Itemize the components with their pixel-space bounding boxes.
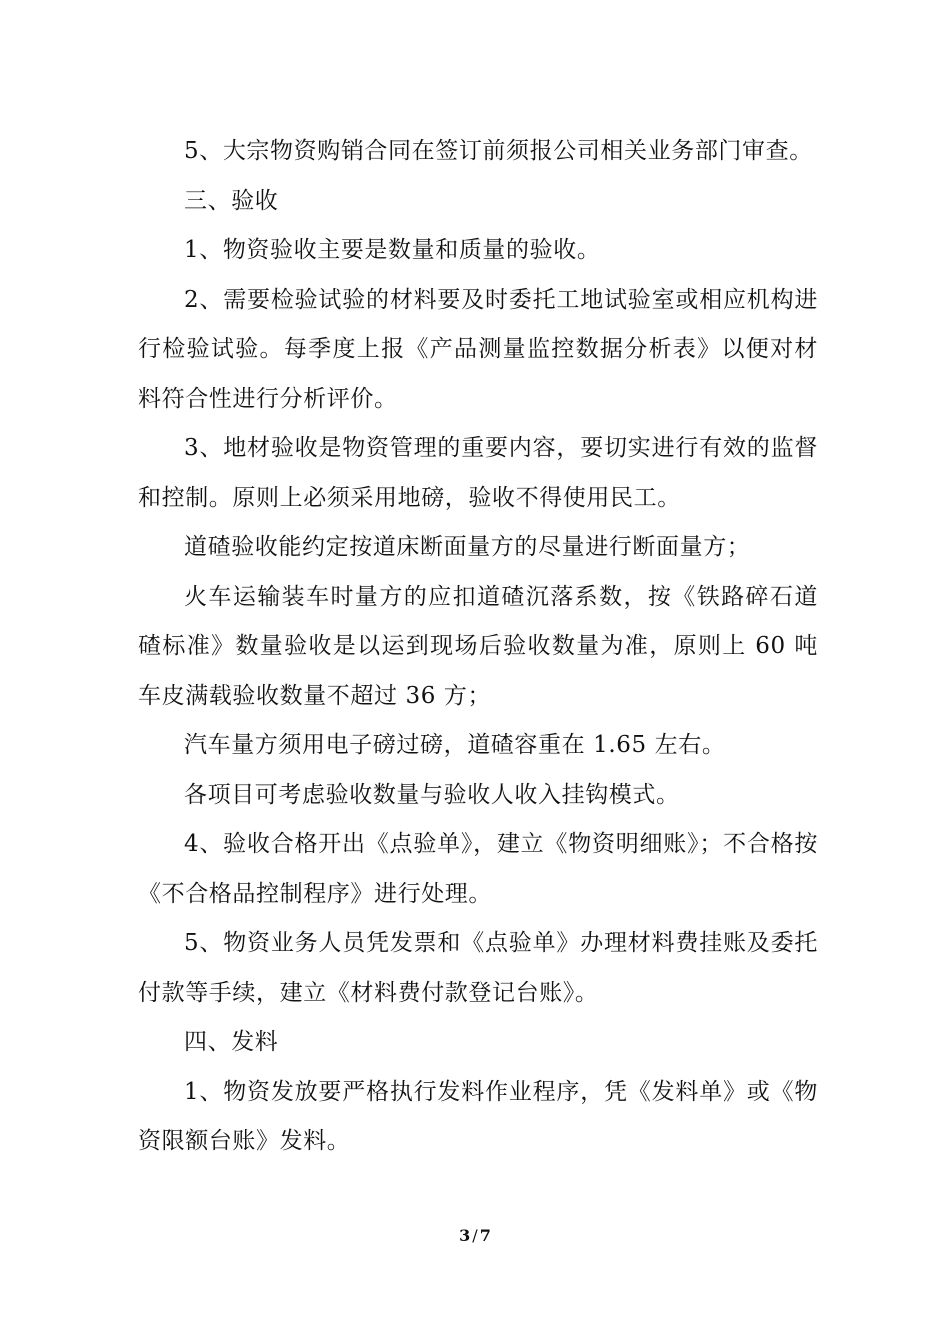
paragraph-contract-review: 5、大宗物资购销合同在签订前须报公司相关业务部门审查。 <box>184 138 813 164</box>
paragraph-issuing-procedure: 1、物资发放要严格执行发料作业程序，凭《发料单》或《物资限额台账》发料。 <box>138 1078 818 1154</box>
paragraph-inspection-slip: 4、验收合格开出《点验单》，建立《物资明细账》；不合格按《不合格品控制程序》进行处理。 <box>138 831 818 907</box>
paragraph-acceptance-scope: 1、物资验收主要是数量和质量的验收。 <box>184 237 601 263</box>
document-body <box>138 127 818 1167</box>
paragraph-local-material: 3、地材验收是物资管理的重要内容，要切实进行有效的监督和控制。原则上必须采用地磅，验收不得使用民工。 <box>138 435 818 511</box>
paragraph-truck-weighing: 汽车量方须用电子磅过磅，道碴容重在 1.65 左右。 <box>184 732 726 758</box>
paragraph-payment-procedure: 5、物资业务人员凭发票和《点验单》办理材料费挂账及委托付款等手续，建立《材料费付款登记台账》。 <box>138 930 818 1006</box>
section-heading-acceptance: 三、验收 <box>184 187 279 214</box>
paragraph-income-link: 各项目可考虑验收数量与验收人收入挂钩模式。 <box>184 781 680 808</box>
paragraph-inspection-testing: 2、需要检验试验的材料要及时委托工地试验室或相应机构进行检验试验。每季度上报《产品测量监控数据分析表》以便对材料符合性进行分析评价。 <box>138 286 818 412</box>
section-heading-issuing: 四、发料 <box>184 1029 279 1055</box>
page-number-current: 3 <box>459 1226 471 1245</box>
page-number-separator: / <box>472 1226 478 1245</box>
paragraph-train-transport: 火车运输装车时量方的应扣道碴沉落系数，按《铁路碎石道碴标准》数量验收是以运到现场后验收数量为准，原则上 60 吨车皮满载验收数量不超过 36 方； <box>138 583 818 709</box>
page-number <box>0 1226 950 1245</box>
paragraph-ballast-section: 道碴验收能约定按道床断面量方的尽量进行断面量方； <box>184 534 751 560</box>
page-number-total: 7 <box>479 1226 491 1245</box>
